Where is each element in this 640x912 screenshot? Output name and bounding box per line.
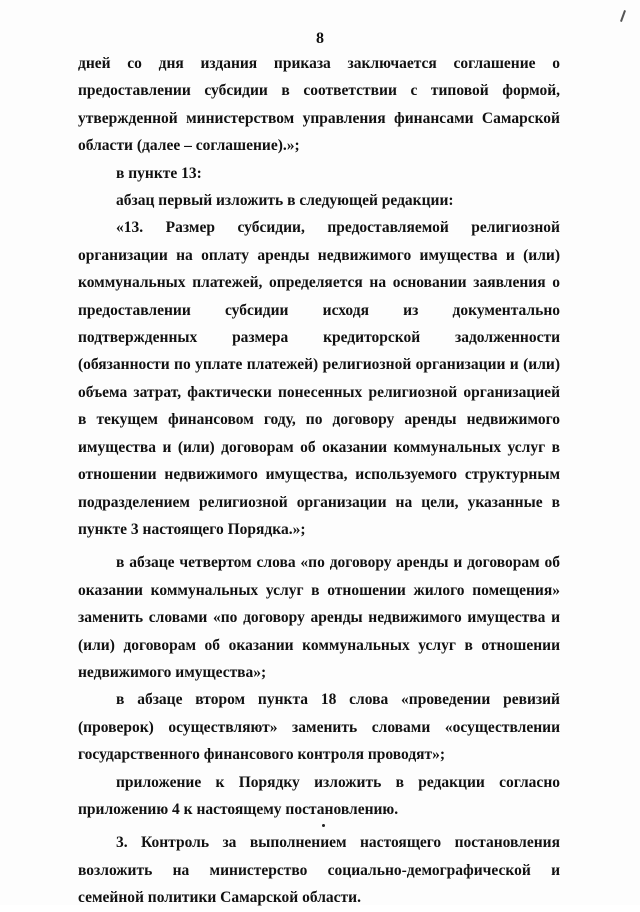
paragraph-point-13: в пункте 13: <box>116 164 202 182</box>
page-number: 8 <box>316 30 324 47</box>
paragraph-control: 3. Контроль за выполнением настоящего постановления возложить на министерство социально-демографической и семейной политики Самарской области. <box>78 834 560 907</box>
document-body <box>78 50 560 912</box>
paragraph-continuation: дней со дня издания приказа заключается соглашение о предоставлении субсидии в соответствии с типовой формой, утвержденной министерством управления финансами Самарской области (далее – соглашение).»; <box>78 55 560 155</box>
paragraph-appendix: приложение к Порядку изложить в редакции согласно приложению 4 к настоящему постановлению. <box>78 773 560 818</box>
paragraph-point-18: в абзаце втором пункта 18 слова «проведении ревизий (проверок) осуществляют» заменить словами «осуществлении государственного финансового контроля проводят»; <box>78 691 560 764</box>
scan-mark <box>620 10 626 22</box>
paragraph-subsidy-size: «13. Размер субсидии, предоставляемой религиозной организации на оплату аренды недвижимого имущества и (или) коммунальных платежей, определяется на основании заявления о предоставлении субсидии исходя из документально подтвержденных размера кредиторской задолженности (обязанности по уплате платежей) религиозной организации и (или) объема затрат, фактически понесенных религиозной организацией в текущем финансовом году, по договору аренды недвижимого имущества и (или) договорам об оказании коммунальных услуг в отношении недвижимого имущества, используемого структурным подразделением религиозной организации на цели, указанные в пункте 3 настоящего Порядка.»; <box>78 219 560 538</box>
paragraph-first-clause: абзац первый изложить в следующей редакции: <box>116 192 454 210</box>
paragraph-fourth-clause: в абзаце четвертом слова «по договору аренды и договорам об оказании коммунальных услуг в отношении жилого помещения» заменить словами «по договору аренды недвижимого имущества и (или) договорам об оказании коммунальных услуг в отношении недвижимого имущества»; <box>78 554 560 681</box>
scan-dot <box>322 824 325 827</box>
